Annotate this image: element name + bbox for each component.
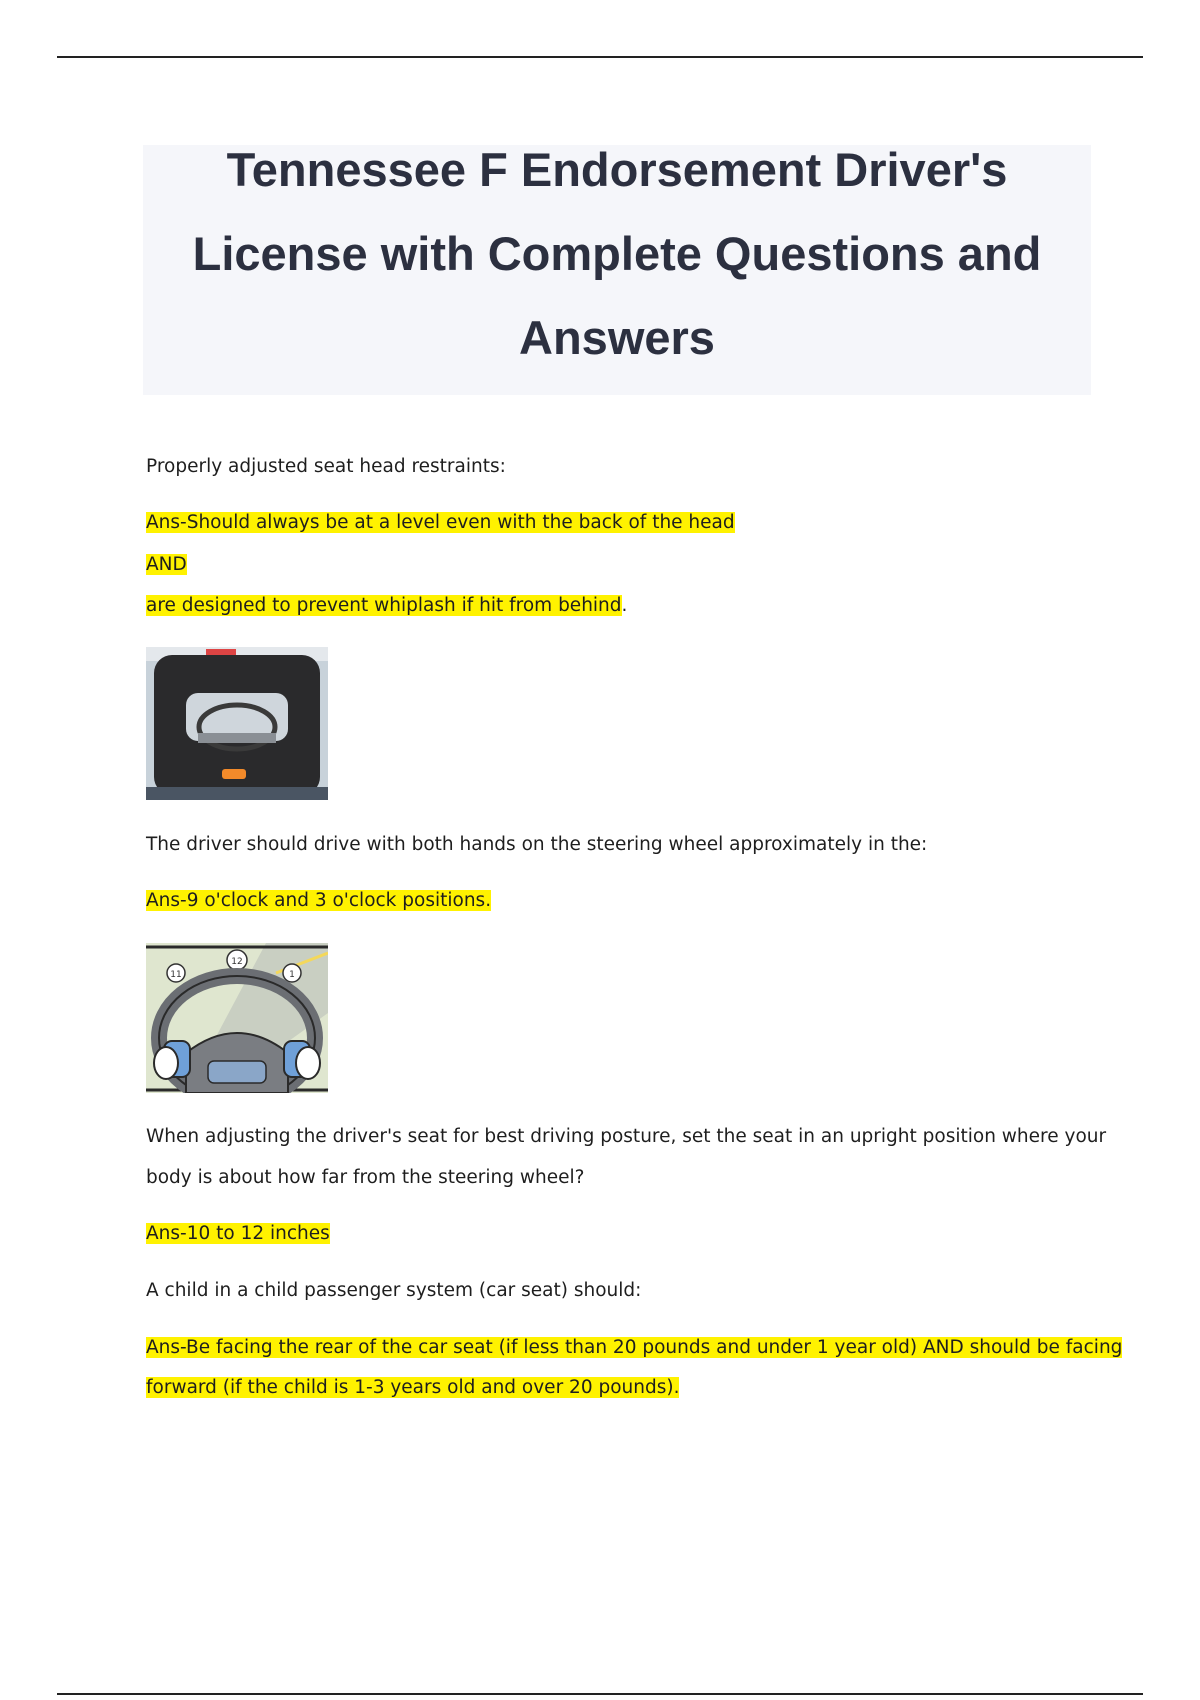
clock-label-11: 11 xyxy=(170,970,182,980)
footer-rule xyxy=(57,1693,1143,1695)
clock-label-1: 1 xyxy=(289,970,295,980)
answer-2-line xyxy=(146,880,491,921)
question-3-line-1: When adjusting the driver's seat for best driving posture, set the seat in an upright position where your xyxy=(146,1126,1107,1147)
header-rule xyxy=(57,56,1143,58)
answer-1-highlight-2: AND xyxy=(146,554,187,575)
answer-1-highlight-1: Ans-Should always be at a level even with the back of the head xyxy=(146,512,735,533)
answer-1-tail: . xyxy=(621,595,628,616)
answer-4-highlight-1: Ans-Be facing the rear of the car seat (if less than 20 pounds and under 1 year old) AND should be facing xyxy=(146,1337,1123,1358)
question-3-line-2: body is about how far from the steering wheel? xyxy=(146,1167,585,1188)
question-4: A child in a child passenger system (car seat) should: xyxy=(146,1280,642,1301)
headrest-photo-icon xyxy=(146,647,328,800)
answer-4-highlight-2: forward (if the child is 1-3 years old and over 20 pounds). xyxy=(146,1377,680,1398)
answer-3-highlight: Ans-10 to 12 inches xyxy=(146,1223,330,1244)
clock-label-12: 12 xyxy=(231,957,243,967)
answer-1-highlight-3: are designed to prevent whiplash if hit from behind xyxy=(146,595,622,616)
answer-3-line xyxy=(146,1213,330,1254)
question-2: The driver should drive with both hands on the steering wheel approximately in the: xyxy=(146,834,928,855)
answer-4-line-2 xyxy=(146,1367,679,1408)
document-title: Tennessee F Endorsement Driver's License with Complete Questions and Answers xyxy=(192,143,1042,364)
answer-4-line-1 xyxy=(146,1327,1122,1368)
answer-2-highlight: Ans-9 o'clock and 3 o'clock positions. xyxy=(146,890,492,911)
answer-1-line-1 xyxy=(146,502,735,543)
answer-1-line-2 xyxy=(146,544,187,585)
steering-wheel-diagram-icon xyxy=(146,943,328,1093)
title-wrapper xyxy=(143,128,1091,380)
question-1: Properly adjusted seat head restraints: xyxy=(146,456,506,477)
answer-1-line-3 xyxy=(146,585,627,626)
